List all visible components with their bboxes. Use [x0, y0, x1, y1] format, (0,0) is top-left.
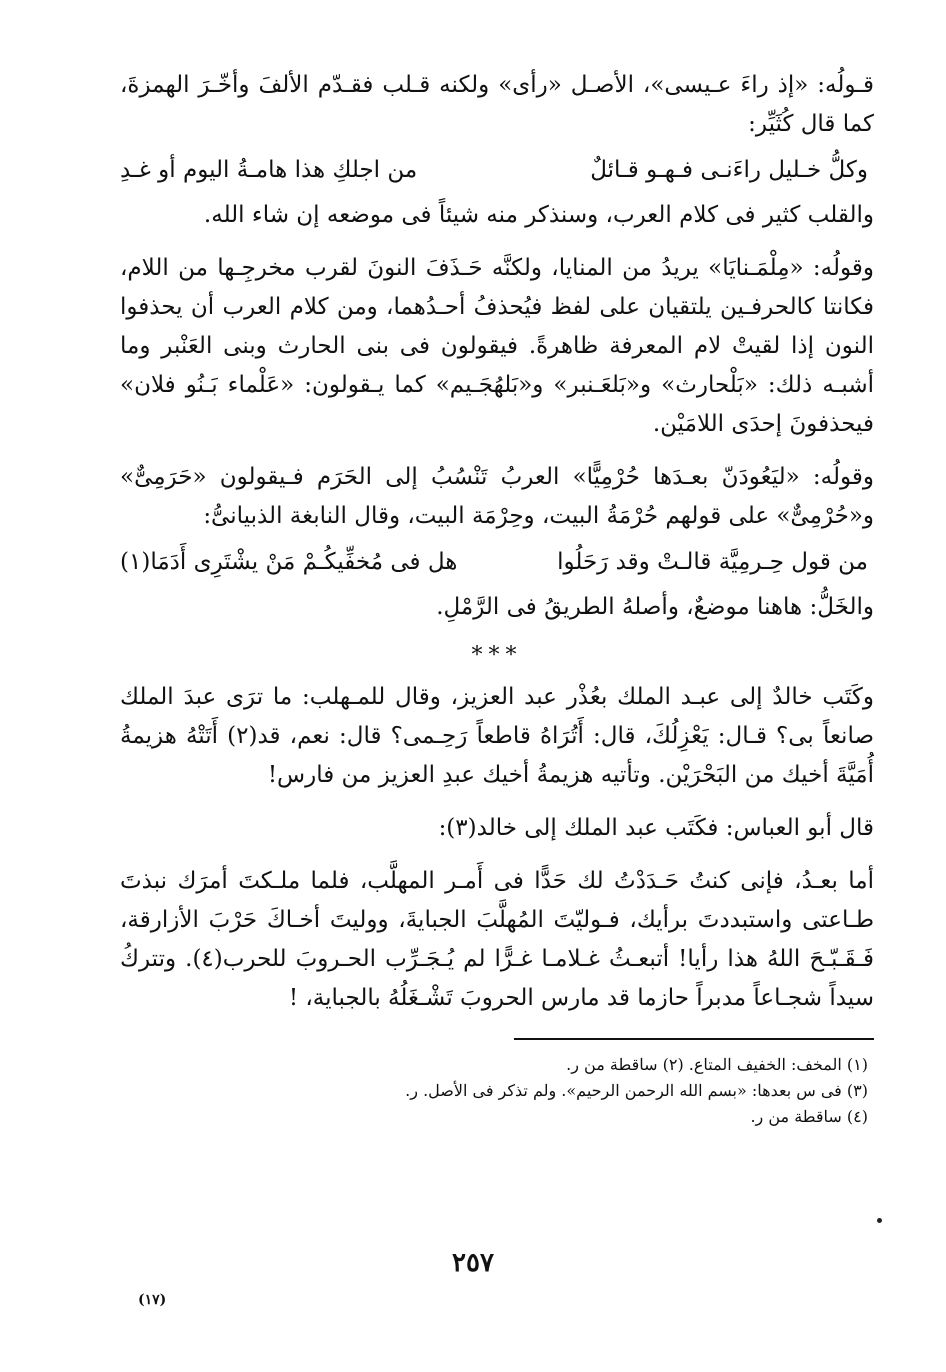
paragraph-abdulmalik-letter: أما بعـدُ، فإنى كنتُ حَـدَدْتُ لك حَدًّا فى أَمـر المهلَّب، فلما ملـكتَ أمرَك نبذتَ طـاعتى واستبددتَ برأيك، فـوليّتَ المُهلَّبَ الجبايةَ، ووليتَ أخـاكَ حَرْبَ الأزارقة، فَـقَـبّـحَ اللهُ هذا رأيا! أتبعـثُ غـلامـا غـرًّا لم يُـجَـرِّب الحـروبَ للحرب(٤). وتتركُ سيداً شجـاعاً مدبراً حازما قد مارس الحروبَ تَشْـغَلُهُ بالجباية، ! [120, 868, 874, 1011]
paragraph-inversion-note: والقلب كثير فى كلام العرب، وسنذكر منه شيئاً فى موضعه إن شاء الله. [203, 202, 874, 228]
page-number: ٢٥٧ [452, 1248, 494, 1278]
paragraph-milmanaya: وقولُه: «مِلْمَـنايَا» يريدُ من المنايا، ولكنَّه حَـذَفَ النونَ لقرب مخرجِـها من اللام، فكانتا كالحرفـين يلتقيان على لفظ فيُحذفُ أحـدُهما، ومن كلام العرب أن يحذفوا النون إذا لقيتْ لام المعرفة ظاهرةً. فيقولون فى بنى الحارث وبنى العَنْبر وما أشبـه ذلك: «بَلْحارث» و«بَلعَـنبر» و«بَلهُجَـيم» كما يـقولون: «عَلْماء بَـنُو فلان» فيحذفونَ إحدَى اللامَيْن. [120, 255, 874, 437]
paragraph-khalid-letter: وكَتَب خالدٌ إلى عبـد الملك بعُذْر عبد العزيز، وقال للمـهلب: ما ترَى عبدَ الملك صانعاً بى؟ قـال: يَعْزِلُكَ، قال: أَتُرَاهُ قاطعاً رَحِـمى؟ قال: نعم، قد(٢) أَتَتْهُ هزيمةُ أُمَيَّةَ أخيك من البَحْرَيْن. وتأتيه هزيمةُ أخيك عبدِ العزيز من فارس! [120, 684, 874, 788]
gathering-signature: (١٧) [138, 1292, 167, 1308]
footnote-1-2: (١) المخف: الخفيف المتاع. (٢) ساقطة من ر. [566, 1055, 868, 1074]
paragraph-hurmiyy: وقولُه: «ليَعُودَنّ بعـدَها حُرْمِيًّا» العربُ تَنْسُبُ إلى الحَرَم فـيقولون «حَرَمِىٌّ» و«حُرْمِىٌّ» على قولهم حُرْمَةُ البيت، وحِرْمَة البيت، وقال النابغة الذبيانىُّ: [120, 464, 874, 529]
footnote-4: (٤) ساقطة من ر. [750, 1107, 868, 1126]
footnote-3: (٣) فى س بعدها: «بسم الله الرحمن الرحيم». ولم تذكر فى الأصل. ر. [405, 1081, 868, 1100]
paragraph-abu-al-abbas: قال أبو العباس: فكَتَب عبد الملك إلى خالد(٣): [438, 815, 874, 841]
verse-nabigha [120, 542, 874, 582]
section-separator: *** [471, 643, 523, 668]
paragraph-khall: والخَلُّ: هاهنا موضعٌ، وأصلهُ الطريقُ فى الرَّمْلِ. [436, 594, 874, 620]
paragraph-inversion: قـولُه: «إذ راءَ عـيسى»، الأصـل «رأى» ولكنه قـلب فقـدّم الألفَ وأخّـرَ الهمزةَ، كما قال كُثَيِّر: [120, 72, 874, 137]
verse-kuthayyir [120, 150, 874, 190]
footnote-divider [514, 1038, 874, 1040]
verse-first-hemistich: من قول حِـرمِيَّة قالـتْ وقد رَحَلُوا [557, 549, 868, 575]
verse-first-hemistich: وكلُّ خـليل راءَنـى فـهـو قـائلٌ [590, 157, 868, 183]
verse-second-hemistich: من اجلكِ هذا هامـةُ اليوم أو غـدِ [120, 157, 418, 183]
stray-dot [877, 1218, 882, 1223]
verse-second-hemistich: هل فى مُخفِّيكُـمْ مَنْ يشْتَرِى أَدَمَا(١) [120, 549, 458, 575]
